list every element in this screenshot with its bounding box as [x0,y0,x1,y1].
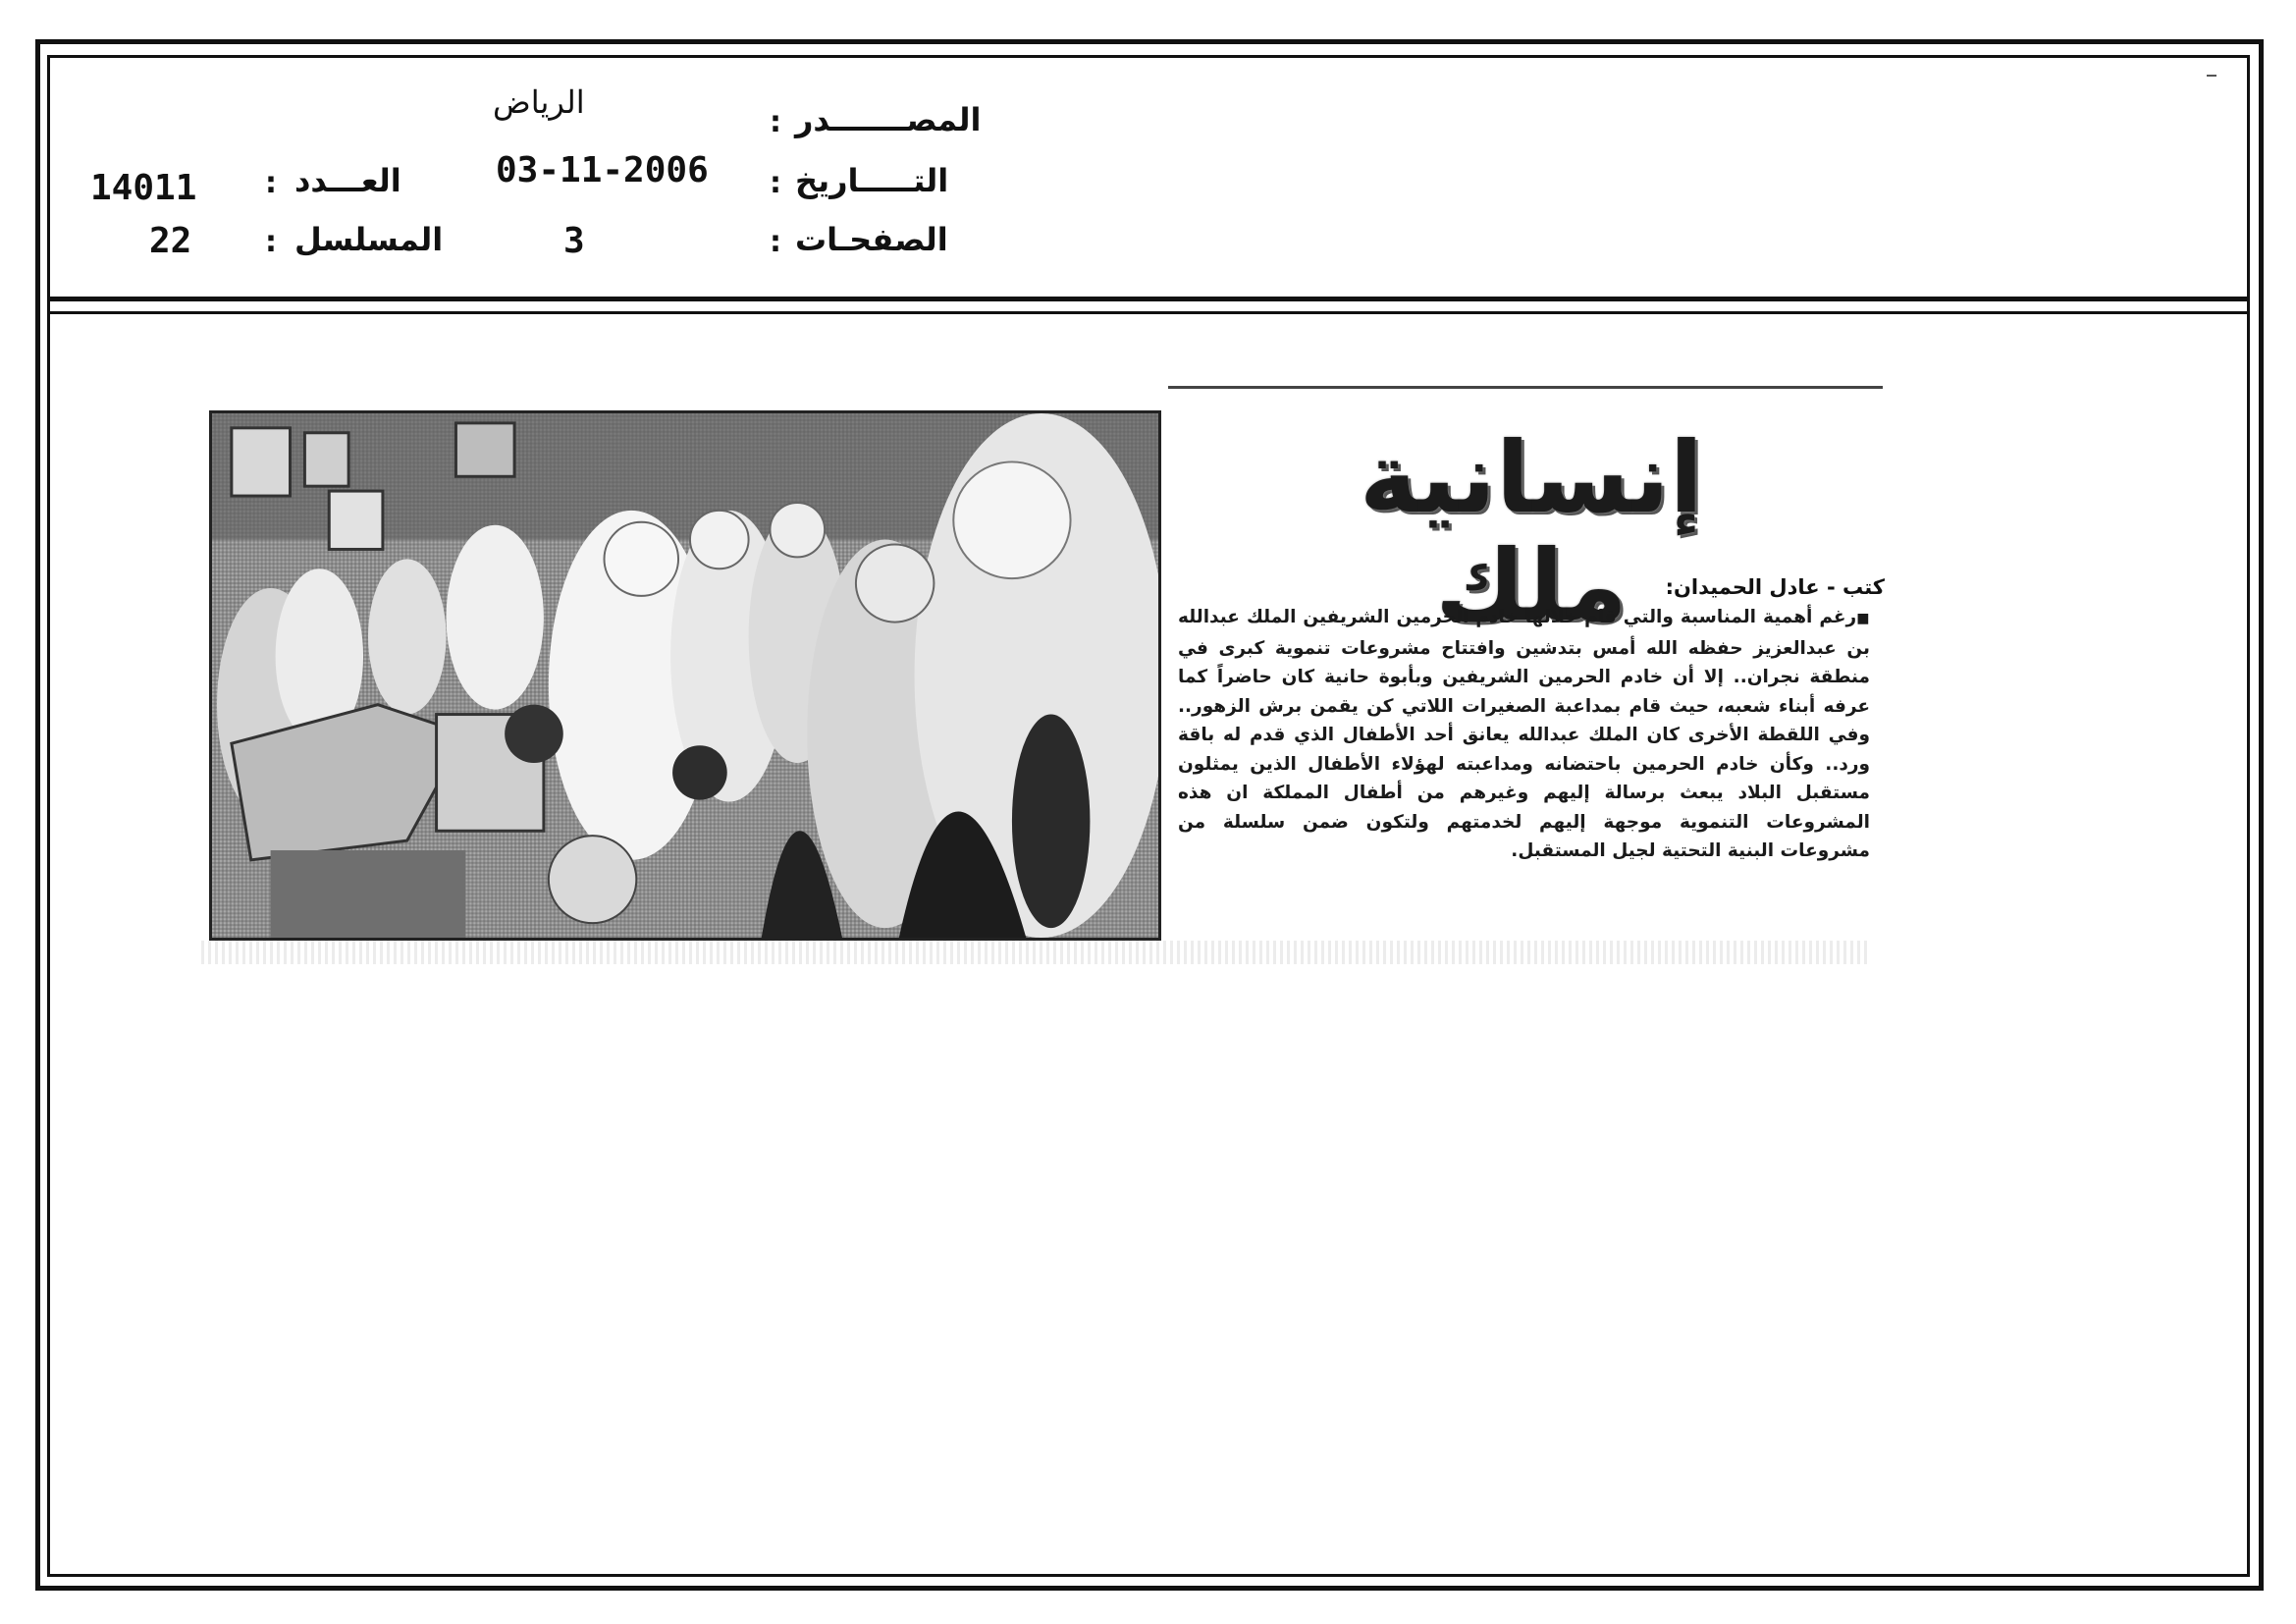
scan-noise-strip [201,941,1870,964]
date-label: التـــــاريخ [795,162,949,199]
header-divider-thin [47,311,2250,314]
date-colon: : [770,166,781,200]
issue-value: 14011 [90,168,197,208]
pages-colon: : [770,225,781,259]
date-value: 03-11-2006 [496,150,709,190]
serial-label: المسلسل [294,221,444,258]
photo-image [212,413,1158,938]
article-headline: إنسانية ملك [1359,420,1704,643]
source-value: الرياض [493,83,585,121]
issue-label: العـــدد [294,162,401,199]
corner-mark [2207,75,2216,77]
article-byline: كتب - عادل الحميدان: [1665,575,1885,599]
issue-colon: : [265,166,277,200]
article-top-rule [1168,386,1883,389]
article-body: ■ رغم أهمية المناسبة والتي قام خلالها خادم الحرمين الشريفين الملك عبدالله بن عبدالعزيز حفظه الله أمس بتدشين وافتتاح مشروعات تنموية كبرى في منطقة نجران.. إلا أن خادم الحرمين الشريفين وبأبوة حانية كان حاضراً كما عرفه أبناء شعبه، حيث قام بمداعبة الصغيرات اللاتي كن يقمن برش الزهور.. وفي اللقطة الأخرى كان الملك عبدالله يعانق أحد الأطفال الذي قدم له باقة ورد.. وكأن خادم الحرمين باحتضانه ومداعبته لهؤلاء الأطفال الذين يمثلون مستقبل البلاد يبعث برسالة إليهم وغيرهم من أطفال المملكة ان هذه المشروعات التنموية موجهة إليهم لخدمتهم ولتكون ضمن سلسلة من مشروعات البنية التحتية لجيل المستقبل. [1178,603,1870,866]
serial-colon: : [265,225,277,259]
source-label: المصـــــــدر [795,101,982,138]
pages-label: الصفحـات [795,221,948,258]
serial-value: 22 [149,221,192,261]
pages-value: 3 [563,221,585,261]
source-colon: : [770,105,781,139]
header-divider-thick [47,297,2250,301]
news-photo [209,410,1161,941]
